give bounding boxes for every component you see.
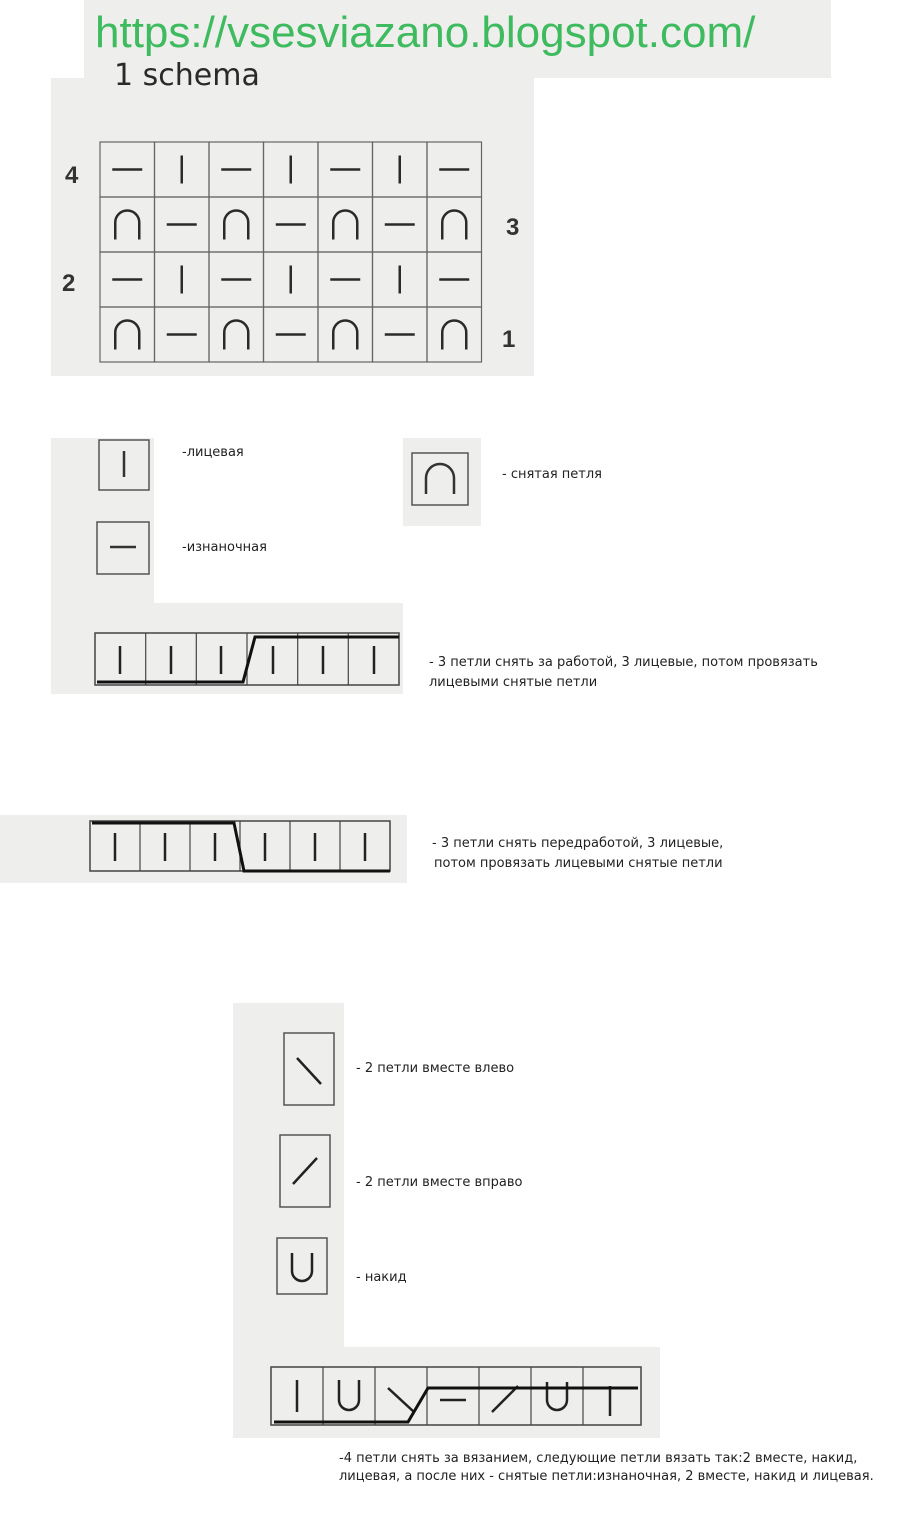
arch-icon [333, 321, 357, 350]
grid-cell [155, 307, 210, 362]
diagonal-left-icon [297, 1058, 321, 1084]
grid-cell [264, 252, 319, 307]
arch-icon [442, 211, 466, 240]
row-label-2: 2 [62, 270, 76, 297]
cable-back-symbol [93, 630, 409, 690]
grid-cell [100, 142, 155, 197]
grid-cell [427, 307, 482, 362]
yarn-over-symbol [276, 1237, 328, 1295]
purl-symbol-box [96, 521, 150, 575]
grid-cell [155, 252, 210, 307]
grid-cell [100, 197, 155, 252]
legend-knit: -лицевая [182, 445, 244, 460]
legend-cable-front-line1: - 3 петли снять передработой, 3 лицевые, [432, 836, 724, 851]
grid-cell [427, 142, 482, 197]
knit-symbol-box [98, 439, 150, 491]
grid-cell [427, 252, 482, 307]
grid-cell [209, 252, 264, 307]
legend-k2tog-left: - 2 петли вместе влево [356, 1061, 515, 1076]
grid-cell [264, 197, 319, 252]
arch-icon [115, 321, 139, 350]
schema-title: 1 schema [114, 58, 260, 93]
grid-cell [373, 252, 428, 307]
grid-cell [373, 307, 428, 362]
legend-purl: -изнаночная [182, 540, 267, 555]
legend-k2tog-right: - 2 петли вместе вправо [356, 1175, 523, 1190]
legend-yarn-over: - накид [356, 1270, 407, 1285]
grid-cell [318, 307, 373, 362]
grid-cell [264, 307, 319, 362]
arch-icon [426, 464, 454, 494]
row-label-4: 4 [65, 162, 79, 189]
legend-cable-front-line2: потом провязать лицевыми снятые петли [434, 856, 723, 871]
diagonal-right-icon [293, 1158, 317, 1184]
blog-url[interactable]: https://vsesviazano.blogspot.com/ [95, 8, 756, 57]
grid-cell [264, 142, 319, 197]
grid-cell [373, 197, 428, 252]
grid-cell [100, 252, 155, 307]
complex-cable-symbol [268, 1364, 646, 1430]
arch-icon [333, 211, 357, 240]
grid-cell [318, 142, 373, 197]
grid-cell [318, 197, 373, 252]
legend-complex-line2: лицевая, а после них - снятые петли:изнаночная, 2 вместе, накид и лицевая. [339, 1469, 874, 1484]
arch-icon [115, 211, 139, 240]
legend-slip: - снятая петля [502, 467, 602, 482]
grid-cell [318, 252, 373, 307]
grid-cell [209, 307, 264, 362]
grid-cell [155, 197, 210, 252]
arch-icon [442, 321, 466, 350]
k2tog-left-symbol [283, 1032, 335, 1106]
legend-complex-line1: -4 петли снять за вязанием, следующие петли вязать так:2 вместе, накид, [339, 1451, 858, 1466]
grid-cell [427, 197, 482, 252]
cable-front-symbol [88, 819, 394, 877]
grid-cell [155, 142, 210, 197]
arch-icon [224, 211, 248, 240]
grid-cell [209, 197, 264, 252]
slip-symbol-box [411, 452, 469, 506]
grid-cell [373, 142, 428, 197]
k2tog-right-symbol [279, 1134, 331, 1208]
row-label-1: 1 [502, 326, 516, 353]
row-label-3: 3 [506, 214, 520, 241]
arch-icon [224, 321, 248, 350]
schema-grid [98, 140, 486, 367]
grid-cell [100, 307, 155, 362]
u-shape-icon [292, 1253, 312, 1281]
grid-cell [209, 142, 264, 197]
legend-cable-back: - 3 петли снять за работой, 3 лицевые, потом провязать лицевыми снятые петли [429, 655, 818, 690]
